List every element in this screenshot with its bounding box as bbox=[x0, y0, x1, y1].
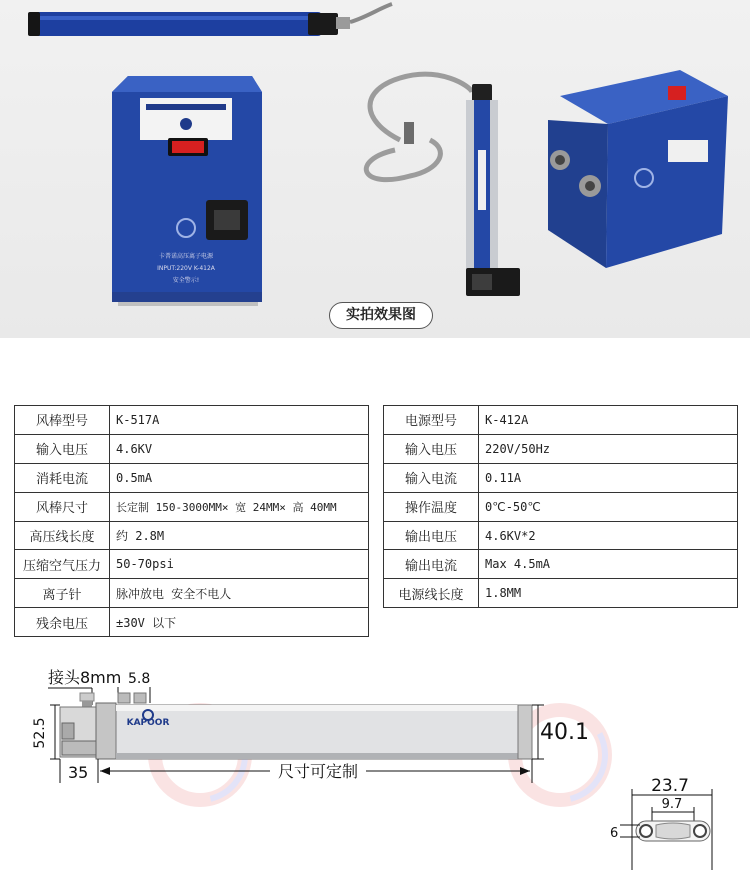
ion-bar-photo-top bbox=[28, 4, 392, 36]
spec-label: 电源型号 bbox=[384, 406, 479, 435]
product-photo-area bbox=[0, 0, 750, 338]
height-40-1-label: 40.1 bbox=[540, 720, 589, 745]
spec-value: 长定制 150-3000MM× 宽 24MM× 高 40MM bbox=[110, 492, 369, 521]
table-row bbox=[384, 463, 738, 492]
brand-logo-text: KAPOOR bbox=[126, 718, 170, 728]
table-row bbox=[384, 550, 738, 579]
table-row bbox=[384, 492, 738, 521]
spec-label: 高压线长度 bbox=[15, 521, 110, 550]
spec-value: 0.11A bbox=[479, 463, 738, 492]
spec-value: Max 4.5mA bbox=[479, 550, 738, 579]
height-52-5-label: 52.5 bbox=[32, 717, 48, 749]
table-row bbox=[15, 434, 369, 463]
bar-end-cap bbox=[60, 703, 116, 759]
table-row bbox=[384, 579, 738, 608]
customizable-length-label: 尺寸可定制 bbox=[277, 762, 359, 781]
table-row bbox=[384, 434, 738, 463]
spec-label: 风棒型号 bbox=[15, 406, 110, 435]
spec-value: 1.8MM bbox=[479, 579, 738, 608]
svg-text:安全警示!: 安全警示! bbox=[172, 277, 200, 284]
product-photos bbox=[0, 0, 750, 338]
spec-value: 4.6KV bbox=[110, 434, 369, 463]
fitting-dim-label: 5.8 bbox=[128, 671, 151, 687]
photo-caption-badge: 实拍效果图 bbox=[329, 302, 433, 329]
svg-text:INPUT:220V K-412A: INPUT:220V K-412A bbox=[157, 265, 215, 272]
spec-label: 残余电压 bbox=[15, 608, 110, 637]
dimension-drawing bbox=[0, 655, 750, 870]
cross-section-drawing bbox=[610, 776, 712, 870]
ion-bar-photo-vertical bbox=[366, 74, 520, 296]
svg-text:卡普诺高压离子电源: 卡普诺高压离子电源 bbox=[158, 253, 214, 260]
power-supply-spec-table bbox=[383, 405, 738, 608]
spec-value: 4.6KV*2 bbox=[479, 521, 738, 550]
table-row bbox=[15, 463, 369, 492]
spec-value: 50-70psi bbox=[110, 550, 369, 579]
table-row bbox=[15, 492, 369, 521]
table-row bbox=[15, 608, 369, 637]
spec-label: 输入电压 bbox=[384, 434, 479, 463]
connector-size-label: 接头8mm bbox=[48, 668, 122, 687]
table-row bbox=[15, 406, 369, 435]
power-supply-photo-front bbox=[112, 76, 262, 306]
spec-label: 消耗电流 bbox=[15, 463, 110, 492]
spec-label: 电源线长度 bbox=[384, 579, 479, 608]
spec-label: 操作温度 bbox=[384, 492, 479, 521]
spec-label: 输入电流 bbox=[384, 463, 479, 492]
cap-length-35-label: 35 bbox=[68, 763, 89, 782]
ion-bar-spec-table bbox=[14, 405, 369, 637]
spec-value: 约 2.8M bbox=[110, 521, 369, 550]
spec-label: 风棒尺寸 bbox=[15, 492, 110, 521]
spec-value: 0.5mA bbox=[110, 463, 369, 492]
spec-value: 220V/50Hz bbox=[479, 434, 738, 463]
width-23-7-label: 23.7 bbox=[651, 776, 689, 796]
spec-value: ±30V 以下 bbox=[110, 608, 369, 637]
spec-label: 输出电流 bbox=[384, 550, 479, 579]
power-supply-photo-angled bbox=[548, 0, 728, 268]
spec-value: 脉冲放电 安全不电人 bbox=[110, 579, 369, 608]
spec-label: 输出电压 bbox=[384, 521, 479, 550]
table-row bbox=[384, 406, 738, 435]
spec-value: K-517A bbox=[110, 406, 369, 435]
table-row bbox=[15, 550, 369, 579]
spec-label: 压缩空气压力 bbox=[15, 550, 110, 579]
spec-label: 离子针 bbox=[15, 579, 110, 608]
table-row bbox=[15, 579, 369, 608]
bar-body-drawing bbox=[116, 705, 532, 759]
table-row bbox=[15, 521, 369, 550]
spec-value: K-412A bbox=[479, 406, 738, 435]
spec-label: 输入电压 bbox=[15, 434, 110, 463]
slot-9-7-label: 9.7 bbox=[661, 797, 683, 812]
table-row bbox=[384, 521, 738, 550]
slot-height-6-label: 6 bbox=[610, 826, 619, 841]
spec-value: 0℃-50℃ bbox=[479, 492, 738, 521]
